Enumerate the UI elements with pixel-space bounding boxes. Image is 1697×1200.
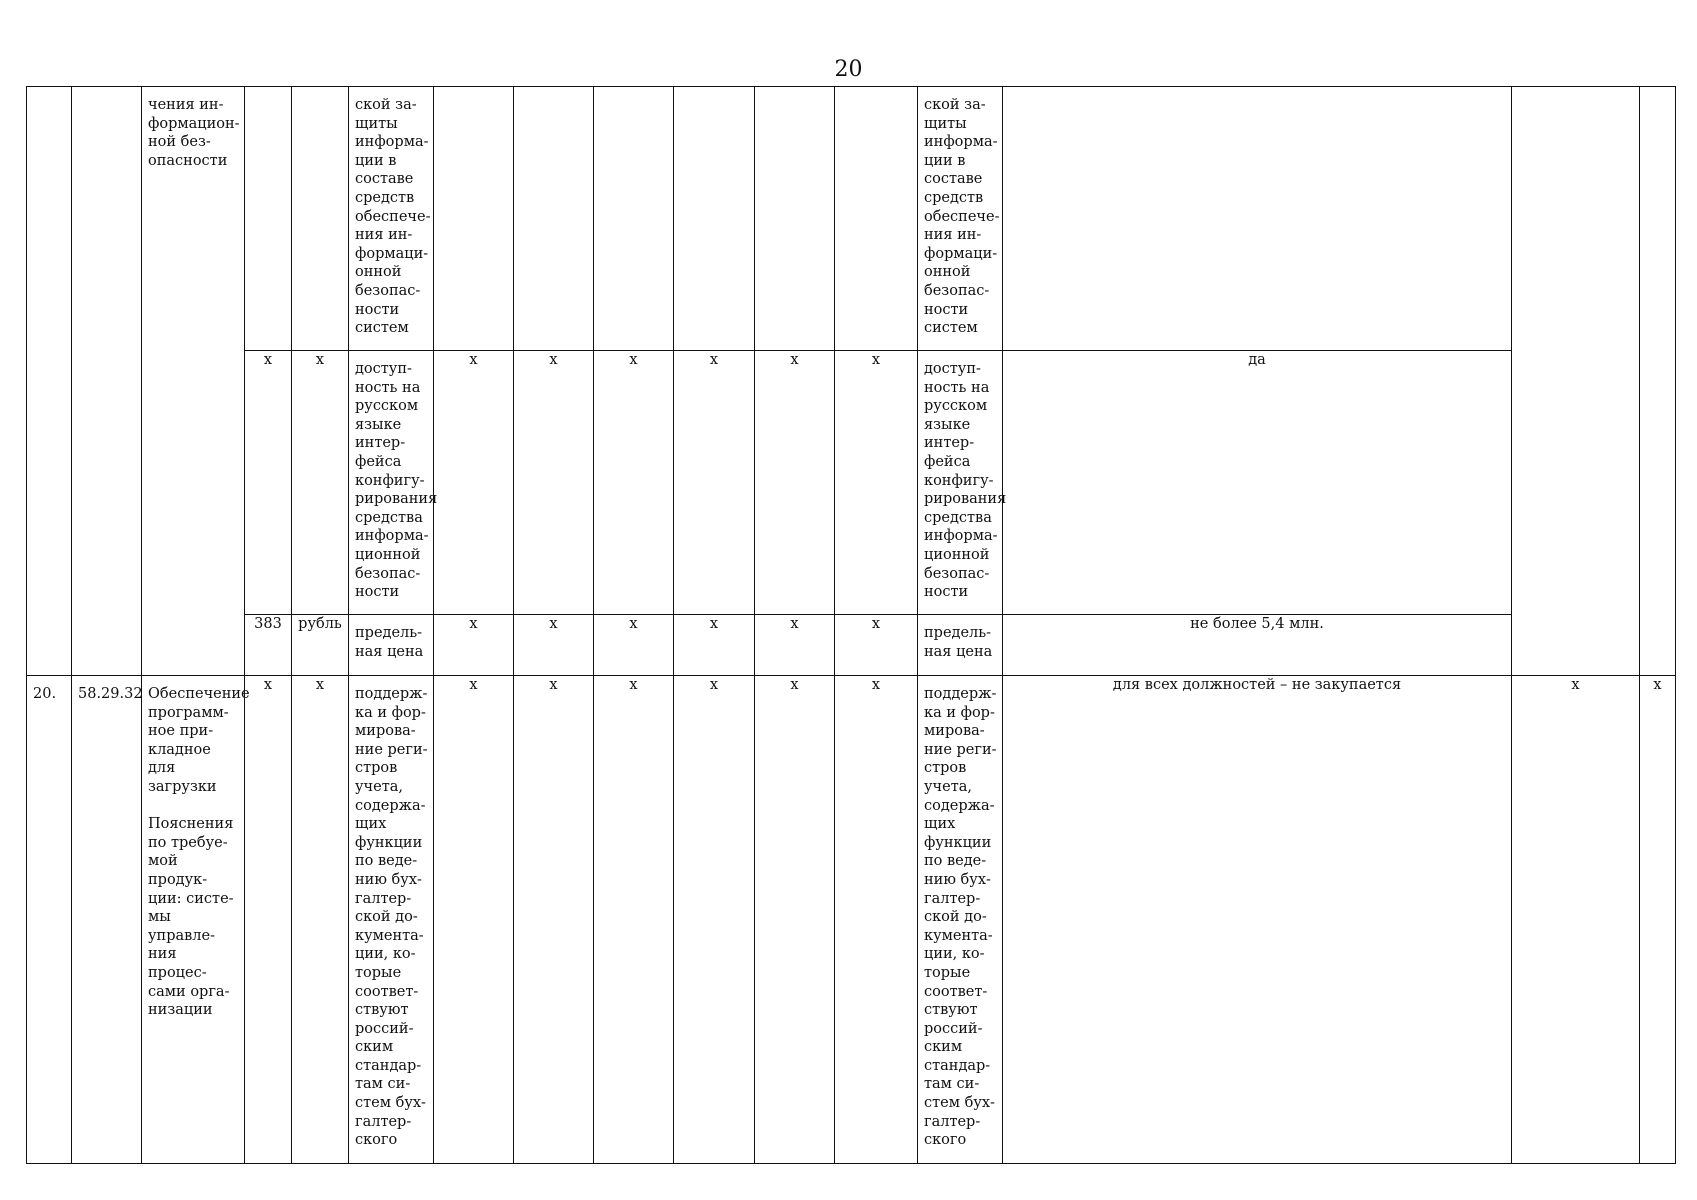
cell-x bbox=[434, 87, 514, 351]
table-row bbox=[27, 87, 1676, 351]
cell-x: x bbox=[594, 676, 674, 1164]
cell-value: да bbox=[1003, 351, 1512, 615]
cell-characteristic: поддерж- ка и фор- мирова- ние реги- стров учета, содержа- щих функции по веде- нию бух- галтер- ской до- кумента- ции, ко- торые соответ- ствуют россий- ским стандар- там си- стем бух- галтер- ского bbox=[349, 676, 434, 1164]
cell-characteristic: предель- ная цена bbox=[349, 615, 434, 676]
cell-x bbox=[594, 87, 674, 351]
cell-x: x bbox=[835, 615, 918, 676]
cell-characteristic: доступ- ность на русском языке интер- фейса конфигу- рирования средства информа- ционной безопас- ности bbox=[349, 351, 434, 615]
cell-num: 20. bbox=[27, 676, 72, 1164]
cell-x: x bbox=[594, 351, 674, 615]
cell-x: x bbox=[674, 676, 755, 1164]
cell-okpd bbox=[72, 87, 142, 676]
cell-num bbox=[27, 87, 72, 676]
table-row bbox=[27, 615, 1676, 676]
cell-x: x bbox=[835, 351, 918, 615]
cell-x: x bbox=[674, 615, 755, 676]
cell-unit: x bbox=[292, 676, 349, 1164]
cell-x bbox=[514, 87, 594, 351]
cell-value: не более 5,4 млн. bbox=[1003, 615, 1512, 676]
cell-characteristic-2: поддерж- ка и фор- мирова- ние реги- стров учета, содержа- щих функции по веде- нию бух- галтер- ской до- кумента- ции, ко- торые соответ- ствуют россий- ским стандар- там си- стем бух- галтер- ского bbox=[918, 676, 1003, 1164]
cell-extra-1: x bbox=[1512, 676, 1640, 1164]
cell-x: x bbox=[755, 676, 835, 1164]
cell-code: x bbox=[245, 351, 292, 615]
table-row bbox=[27, 676, 1676, 1164]
cell-x: x bbox=[755, 351, 835, 615]
cell-x: x bbox=[514, 351, 594, 615]
cell-x: x bbox=[755, 615, 835, 676]
cell-okpd: 58.29.32 bbox=[72, 676, 142, 1164]
cell-extra-1 bbox=[1512, 87, 1640, 676]
cell-unit: рубль bbox=[292, 615, 349, 676]
cell-name: чения ин- формацион- ной без- опасности bbox=[142, 87, 245, 676]
requirements-table bbox=[26, 86, 1676, 1164]
cell-x bbox=[835, 87, 918, 351]
cell-x bbox=[674, 87, 755, 351]
cell-characteristic-2: ской за- щиты информа- ции в составе средств обеспече- ния ин- формаци- онной безопас- ности систем bbox=[918, 87, 1003, 351]
cell-x: x bbox=[434, 676, 514, 1164]
cell-extra-2 bbox=[1640, 87, 1676, 676]
cell-unit bbox=[292, 87, 349, 351]
cell-x bbox=[755, 87, 835, 351]
cell-value bbox=[1003, 87, 1512, 351]
cell-characteristic-2: доступ- ность на русском языке интер- фейса конфигу- рирования средства информа- ционной безопас- ности bbox=[918, 351, 1003, 615]
cell-code bbox=[245, 87, 292, 351]
cell-characteristic: ской за- щиты информа- ции в составе средств обеспече- ния ин- формаци- онной безопас- ности систем bbox=[349, 87, 434, 351]
cell-x: x bbox=[594, 615, 674, 676]
cell-x: x bbox=[514, 676, 594, 1164]
table-row bbox=[27, 351, 1676, 615]
cell-x: x bbox=[514, 615, 594, 676]
cell-x: x bbox=[434, 351, 514, 615]
cell-name: Обеспечение программ- ное при- кладное для загрузки Пояснения по требуе- мой продук- ции: систе- мы управле- ния процес- сами орга- низации bbox=[142, 676, 245, 1164]
cell-extra-2: x bbox=[1640, 676, 1676, 1164]
cell-x: x bbox=[434, 615, 514, 676]
cell-x: x bbox=[674, 351, 755, 615]
cell-code: x bbox=[245, 676, 292, 1164]
cell-code: 383 bbox=[245, 615, 292, 676]
cell-unit: x bbox=[292, 351, 349, 615]
cell-x: x bbox=[835, 676, 918, 1164]
cell-value: для всех должностей – не закупается bbox=[1003, 676, 1512, 1164]
page-number: 20 bbox=[834, 57, 863, 82]
cell-characteristic-2: предель- ная цена bbox=[918, 615, 1003, 676]
